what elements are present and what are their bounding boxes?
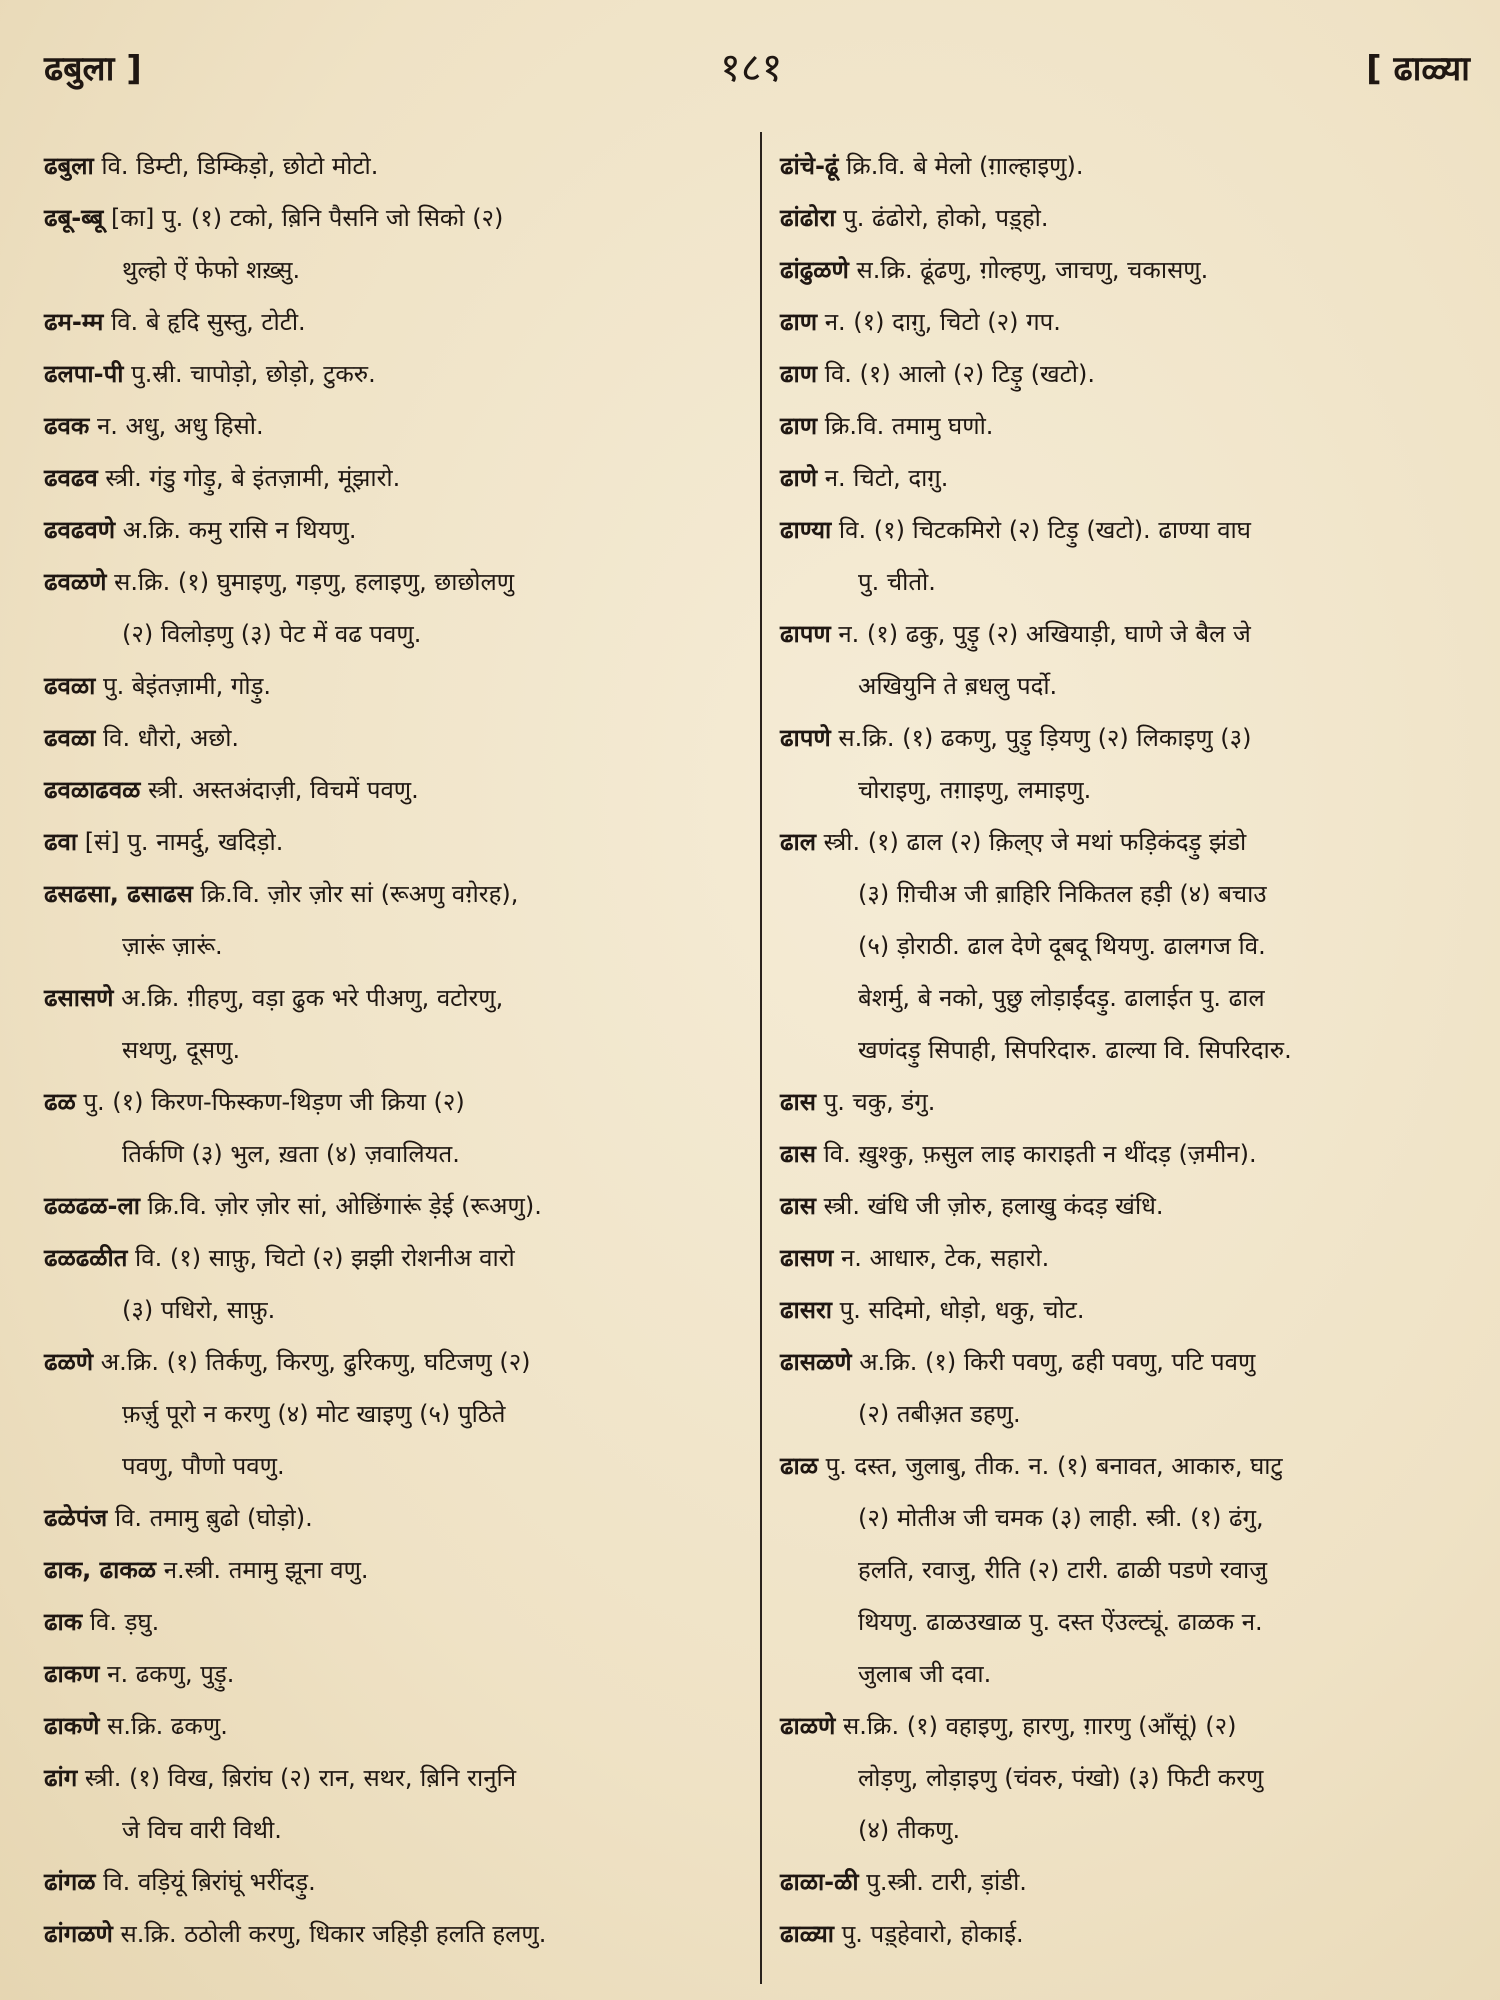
headword: ढाणे (780, 464, 818, 492)
dictionary-entry-line (780, 1492, 1480, 1544)
headword: ढवढवणे (44, 516, 116, 544)
definition-text: स्त्री. गंडु गोड़ु, बे इंतज़ामी, मूंझारो. (105, 464, 401, 492)
dictionary-entry-line (780, 764, 1480, 816)
dictionary-entry-line (44, 1232, 744, 1284)
dictionary-entry-line (780, 1076, 1480, 1128)
dictionary-entry-line (44, 504, 744, 556)
definition-text: न. अधु, अधु हिसो. (96, 412, 264, 440)
dictionary-entry-line (44, 660, 744, 712)
page-number: १८१ (720, 45, 783, 91)
dictionary-entry-line (44, 1648, 744, 1700)
definition-text: (२) विलोड़णु (३) पेट में वढ पवणु. (122, 620, 422, 648)
definition-text: स्त्री. खंधि जी ज़ोरु, हलाखु कंदड़ खंधि. (823, 1192, 1164, 1220)
headword: ढांग (44, 1764, 78, 1792)
headword: ढवढव (44, 464, 98, 492)
definition-text: लोड़णु, लोड़ाइणु (चंवरु, पंखो) (३) फिटी करणु (858, 1764, 1264, 1792)
definition-text: वि. (१) आलो (२) टिड़ु (खटो). (824, 360, 1095, 388)
dictionary-entry-line (44, 972, 744, 1024)
headword: ढापणे (780, 724, 831, 752)
dictionary-entry-line (780, 816, 1480, 868)
headword: ढांगळ (44, 1868, 96, 1896)
definition-text: पु. पड़्हेवारो, होकाई. (841, 1920, 1024, 1948)
definition-text: वि. (१) साफ़ु, चिटो (२) झझी रोशनीअ वारो (135, 1244, 515, 1272)
headword: ढाक, ढाकळ (44, 1556, 157, 1584)
headword: ढाण (780, 308, 818, 336)
dictionary-entry-line (44, 816, 744, 868)
dictionary-entry-line (780, 1336, 1480, 1388)
definition-text: अ.क्रि. कमु रासि न थियणु. (122, 516, 357, 544)
definition-text: स.क्रि. (१) घुमाइणु, गड़णु, हलाइणु, छाछोलणु (114, 568, 515, 596)
definition-text: थुल्हो ऐं फेफो शख़्सु. (122, 256, 301, 284)
definition-text: बेशर्मु, बे नको, पुछु लोड़ाईंदड़ु. ढालाईत पु. ढाल (858, 984, 1265, 1012)
dictionary-entry-line (780, 556, 1480, 608)
dictionary-entry-line (44, 1284, 744, 1336)
dictionary-entry-line (44, 764, 744, 816)
definition-text: न. (१) दाग़ु, चिटो (२) गप. (824, 308, 1061, 336)
headword: ढाळणे (780, 1712, 836, 1740)
headword: ढवक (44, 412, 90, 440)
headword: ढवळा (44, 724, 96, 752)
headword: ढाण (780, 360, 818, 388)
dictionary-entry-line (44, 140, 744, 192)
headword: ढास (780, 1140, 816, 1168)
definition-text: वि. (१) चिटकमिरो (२) टिड़ु (खटो). ढाण्या वाघ (838, 516, 1251, 544)
dictionary-entry-line (44, 452, 744, 504)
definition-text: तिर्कणि (३) भुल, ख़ता (४) ज़वालियत. (122, 1140, 460, 1168)
headword: ढाल (780, 828, 816, 856)
dictionary-entry-line (44, 608, 744, 660)
headword: ढाकणे (44, 1712, 100, 1740)
dictionary-entry-line (44, 244, 744, 296)
headword: ढवळा (44, 672, 96, 700)
definition-text: (३) पधिरो, साफ़ु. (122, 1296, 276, 1324)
dictionary-entry-line (44, 1180, 744, 1232)
dictionary-entry-line (44, 348, 744, 400)
definition-text: सथणु, दूसणु. (122, 1036, 241, 1064)
definition-text: क्रि.वि. ज़ोर ज़ोर सां (रूअणु वग़ेरह), (200, 880, 519, 908)
definition-text: पु.स्त्री. टारी, ड़ांडी. (866, 1868, 1027, 1896)
definition-text: चोराइणु, तग़ाइणु, लमाइणु. (858, 776, 1092, 804)
definition-text: [सं] पु. नामर्दु, खदिड़ो. (84, 828, 284, 856)
definition-text: क्रि.वि. तमामु घणो. (824, 412, 994, 440)
headword: ढांचे-ढूं (780, 152, 839, 180)
dictionary-entry-line (44, 1024, 744, 1076)
dictionary-entry-line (780, 1232, 1480, 1284)
dictionary-entry-line (780, 1284, 1480, 1336)
definition-text: वि. धौरो, अछो. (102, 724, 240, 752)
headword: ढळेपंज (44, 1504, 108, 1532)
definition-text: खणंदड़ु सिपाही, सिपरिदारु. ढाल्या वि. सिपरिदारु. (858, 1036, 1292, 1064)
definition-text: स्त्री. (१) विख, ब़िरांघ (२) रान, सथर, ब़िनि रानुनि (84, 1764, 517, 1792)
headword: ढांगळणे (44, 1920, 113, 1948)
running-head-right: [ ढाळ्या (1366, 49, 1470, 89)
definition-text: पु. चीतो. (858, 568, 936, 596)
definition-text: [का] पु. (१) टको, ब़िनि पैसनि जो सिको (२) (110, 204, 504, 232)
headword: ढाळा-ळी (780, 1868, 859, 1896)
headword: ढवळणे (44, 568, 107, 596)
definition-text: वि. डिम्टी, डिम्किड़ो, छोटो मोटो. (101, 152, 379, 180)
definition-text: पु. (१) किरण-फिस्कण-थिड़ण जी क्रिया (२) (83, 1088, 465, 1116)
dictionary-entry-line (44, 1128, 744, 1180)
dictionary-entry-line (44, 1076, 744, 1128)
definition-text: अखियुनि ते ब़धलु पर्दो. (858, 672, 1058, 700)
dictionary-entry-line (780, 192, 1480, 244)
dictionary-entry-line (780, 608, 1480, 660)
definition-text: हलति, रवाजु, रीति (२) टारी. ढाळी पडणे रवाजु (858, 1556, 1268, 1584)
definition-text: वि. वड़ियूं ब़िरांघूं भरींदड़ु. (103, 1868, 316, 1896)
headword: ढासण (780, 1244, 834, 1272)
headword: ढाण (780, 412, 818, 440)
headword: ढांढुळणे (780, 256, 849, 284)
dictionary-entry-line (780, 1700, 1480, 1752)
dictionary-entry-line (44, 1752, 744, 1804)
headword: ढळणे (44, 1348, 94, 1376)
dictionary-entry-line (780, 400, 1480, 452)
dictionary-entry-line (780, 1544, 1480, 1596)
definition-text: न. आधारु, टेक, सहारो. (840, 1244, 1050, 1272)
dictionary-entry-line (780, 868, 1480, 920)
definition-text: अ.क्रि. (१) तिर्कणु, किरणु, ढुरिकणु, घटिजणु (२) (100, 1348, 531, 1376)
definition-text: (२) तबीअ़त डहणु. (858, 1400, 1021, 1428)
definition-text: क्रि.वि. ज़ोर ज़ोर सां, ओछिंगारूं ड़ेई (रूअणु). (147, 1192, 542, 1220)
definition-text: स.क्रि. ढूंढणु, ग़ोल्हणु, जाचणु, चकासणु. (856, 256, 1209, 284)
headword: ढासळणे (780, 1348, 852, 1376)
definition-text: पु. बेइंतज़ामी, गोड़ु. (102, 672, 272, 700)
definition-text: ज़ारूं ज़ारूं. (122, 932, 223, 960)
headword: ढाण्या (780, 516, 832, 544)
dictionary-entry-line (780, 244, 1480, 296)
definition-text: पु. चकु, डंगु. (823, 1088, 936, 1116)
dictionary-entry-line (780, 712, 1480, 764)
headword: ढलपा-पी (44, 360, 124, 388)
headword: ढांढोरा (780, 204, 836, 232)
dictionary-entry-line (44, 1804, 744, 1856)
dictionary-entry-line (780, 1752, 1480, 1804)
column-divider (760, 132, 762, 1984)
definition-text: पवणु, पौणो पवणु. (122, 1452, 285, 1480)
headword: ढसासणे (44, 984, 114, 1012)
headword: ढळ (44, 1088, 76, 1116)
headword: ढाकण (44, 1660, 100, 1688)
dictionary-entry-line (780, 972, 1480, 1024)
headword: ढबू-ब्बू (44, 204, 104, 232)
left-column (44, 140, 744, 1960)
definition-text: वि. तमामु ब़ुढो (घोड़ो). (114, 1504, 313, 1532)
dictionary-entry-line (44, 1908, 744, 1960)
definition-text: पु. दस्त, जुलाबु, तीक. न. (१) बनावत, आकारु, घाटु (825, 1452, 1283, 1480)
dictionary-entry-line (780, 452, 1480, 504)
dictionary-entry-line (44, 920, 744, 972)
definition-text: वि. बे हृदि सुस्तु, टोटी. (111, 308, 306, 336)
dictionary-entry-line (780, 504, 1480, 556)
dictionary-entry-line (780, 296, 1480, 348)
dictionary-entry-line (44, 296, 744, 348)
running-head-left: ढबुला ] (44, 49, 142, 89)
dictionary-entry-line (780, 1388, 1480, 1440)
right-column (780, 140, 1480, 1960)
dictionary-entry-line (44, 192, 744, 244)
dictionary-entry-line (44, 1388, 744, 1440)
dictionary-entry-line (780, 920, 1480, 972)
dictionary-entry-line (780, 1180, 1480, 1232)
headword: ढळढळीत (44, 1244, 128, 1272)
definition-text: पु. ढंढोरो, होको, पड़्हो. (843, 204, 1049, 232)
dictionary-entry-line (44, 400, 744, 452)
dictionary-entry-line (780, 140, 1480, 192)
definition-text: (३) ग़िचीअ जी ब़ाहिरि निकितल हड़ी (४) बचाउ (858, 880, 1267, 908)
headword: ढवळाढवळ (44, 776, 141, 804)
dictionary-entry-line (780, 1128, 1480, 1180)
definition-text: वि. ख़ुश्कु, फ़सुल लाइ काराइती न थींदड़ (ज़मीन). (823, 1140, 1257, 1168)
definition-text: पु. सदिमो, धोड़ो, धकु, चोट. (839, 1296, 1085, 1324)
definition-text: न.स्त्री. तमामु झूना वणु. (163, 1556, 369, 1584)
headword: ढसढसा, ढसाढस (44, 880, 193, 908)
dictionary-entry-line (44, 1700, 744, 1752)
dictionary-entry-line (780, 1648, 1480, 1700)
definition-text: स.क्रि. (१) ढकणु, पुड़ु ड़ियणु (२) लिकाइणु (३) (838, 724, 1252, 752)
headword: ढास (780, 1088, 816, 1116)
headword: ढाक (44, 1608, 83, 1636)
dictionary-entry-line (44, 1856, 744, 1908)
definition-text: स.क्रि. ठठोली करणु, धिकार जहिड़ी हलति हलणु. (120, 1920, 547, 1948)
dictionary-entry-line (44, 556, 744, 608)
dictionary-entry-line (44, 1596, 744, 1648)
headword: ढापण (780, 620, 831, 648)
definition-text: अ.क्रि. (१) किरी पवणु, ढही पवणु, पटि पवणु (859, 1348, 1256, 1376)
headword: ढास (780, 1192, 816, 1220)
definition-text: स.क्रि. (१) वहाइणु, हारणु, ग़ारणु (आँसूं) (२) (842, 1712, 1237, 1740)
headword: ढासरा (780, 1296, 832, 1324)
dictionary-entry-line (44, 868, 744, 920)
definition-text: स्त्री. अस्तअंदाज़ी, विचमें पवणु. (148, 776, 419, 804)
headword: ढवा (44, 828, 78, 856)
definition-text: (२) मोतीअ जी चमक (३) लाही. स्त्री. (१) ढंगु, (858, 1504, 1264, 1532)
dictionary-entry-line (780, 1908, 1480, 1960)
definition-text: (५) ड़ोराठी. ढाल देणे दूबदू थियणु. ढालगज वि. (858, 932, 1266, 960)
definition-text: न. ढकणु, पुड़ु. (107, 1660, 235, 1688)
dictionary-entry-line (44, 1440, 744, 1492)
definition-text: पु.स्री. चापोड़ो, छोड़ो, टुकरु. (131, 360, 376, 388)
definition-text: जे विच वारी विथी. (122, 1816, 282, 1844)
dictionary-entry-line (780, 1596, 1480, 1648)
definition-text: जुलाब जी दवा. (858, 1660, 992, 1688)
dictionary-entry-line (44, 1544, 744, 1596)
definition-text: अ.क्रि. ग़ीहणु, वड़ा ढुक भरे पीअणु, वटोरणु, (121, 984, 504, 1012)
definition-text: न. (१) ढकु, पुड़ु (२) अखियाड़ी, घाणे जे बैल जे (838, 620, 1251, 648)
definition-text: न. चिटो, दाग़ु. (824, 464, 949, 492)
definition-text: क्रि.वि. बे मेलो (ग़ाल्हाइणु). (846, 152, 1084, 180)
definition-text: वि. ड़घु. (89, 1608, 160, 1636)
definition-text: थियणु. ढाळउखाळ पु. दस्त ऐंउल्ट्यूं. ढाळक न. (858, 1608, 1263, 1636)
definition-text: फ़र्ज़ु पूरो न करणु (४) मोट खाइणु (५) पुठिते (122, 1400, 506, 1428)
dictionary-entry-line (780, 1024, 1480, 1076)
dictionary-entry-line (44, 712, 744, 764)
definition-text: स.क्रि. ढकणु. (107, 1712, 228, 1740)
definition-text: स्त्री. (१) ढाल (२) क़िल्ए जे मथां फड़िकंदड़ु झंडो (823, 828, 1247, 856)
headword: ढाळ (780, 1452, 818, 1480)
dictionary-entry-line (780, 1440, 1480, 1492)
dictionary-entry-line (780, 1804, 1480, 1856)
headword: ढळढळ-ला (44, 1192, 140, 1220)
headword: ढबुला (44, 152, 94, 180)
dictionary-entry-line (44, 1336, 744, 1388)
dictionary-entry-line (780, 1856, 1480, 1908)
dictionary-entry-line (780, 348, 1480, 400)
dictionary-entry-line (44, 1492, 744, 1544)
dictionary-entry-line (780, 660, 1480, 712)
definition-text: (४) तीकणु. (858, 1816, 961, 1844)
headword: ढम-म्म (44, 308, 104, 336)
headword: ढाळ्या (780, 1920, 835, 1948)
